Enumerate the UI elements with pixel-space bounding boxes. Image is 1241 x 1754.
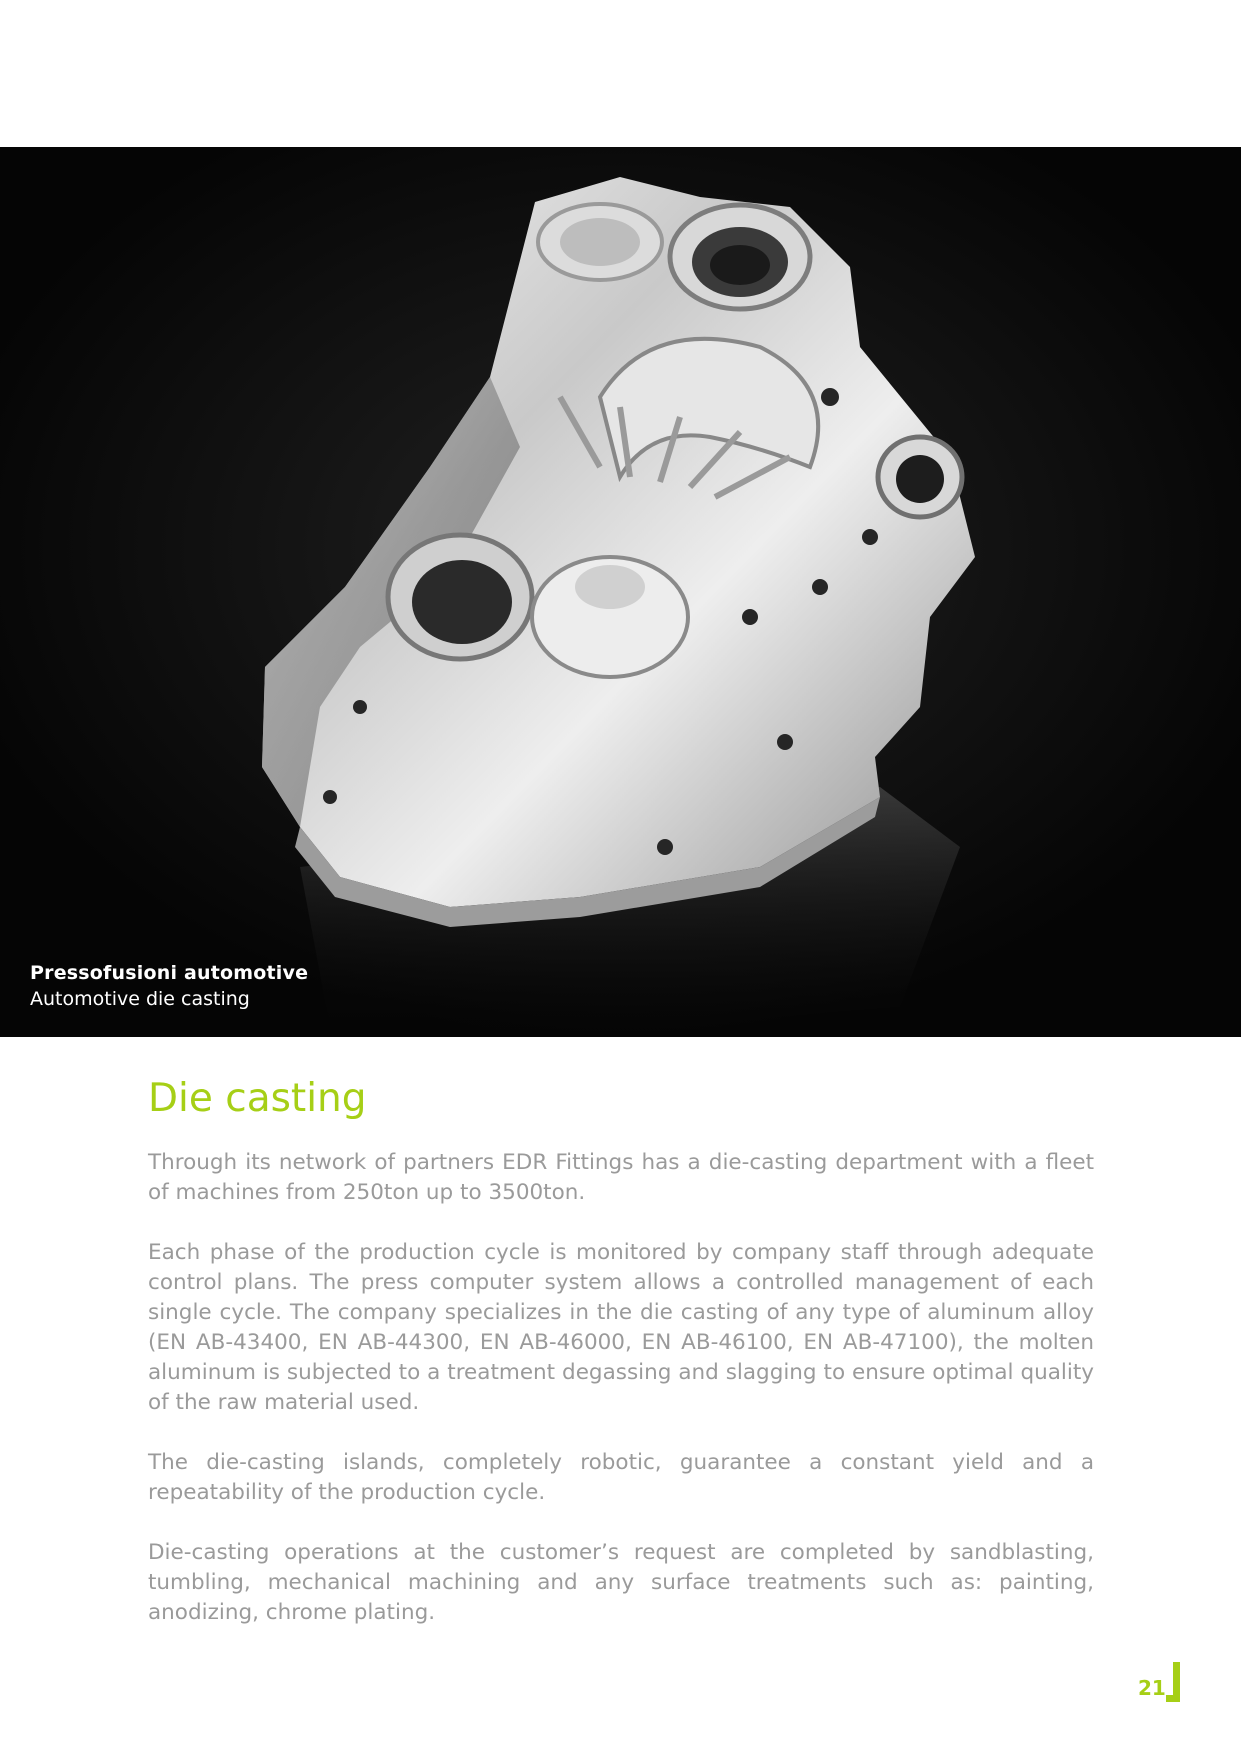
page-bracket-mark [1166,1662,1180,1702]
paragraph-robotic-islands: The die-casting islands, completely robotic, guarantee a constant yield and a repeatability of the production cycle. [148,1450,1094,1505]
section-body [148,1148,1094,1658]
page-number: 21 [1138,1676,1166,1700]
paragraph-production-cycle: Each phase of the production cycle is monitored by company staff through adequate control plans. The press computer system allows a controlled management of each single cycle. The company specializes in the die casting of any type of aluminum alloy (EN AB-43400, EN AB-44300, EN AB-46000, EN AB-46100, EN AB-47100), the molten aluminum is subjected to a treatment degassing and slagging to ensure optimal quality of the raw material used. [148,1240,1094,1415]
gearbox-housing-image [0,147,1241,1037]
paragraph-network: Through its network of partners EDR Fittings has a die-casting department with a fleet of machines from 250ton up to 3500ton. [148,1150,1094,1205]
caption-italian: Pressofusioni automotive [30,962,309,984]
caption-english: Automotive die casting [30,988,250,1010]
paragraph-finishing-operations: Die-casting operations at the customer’s request are completed by sandblasting, tumbling, mechanical machining and any surface treatments such as: painting, anodizing, chrome plating. [148,1540,1094,1625]
image-caption [30,960,308,1012]
section-title: Die casting [148,1076,367,1121]
hero-image [0,147,1241,1037]
